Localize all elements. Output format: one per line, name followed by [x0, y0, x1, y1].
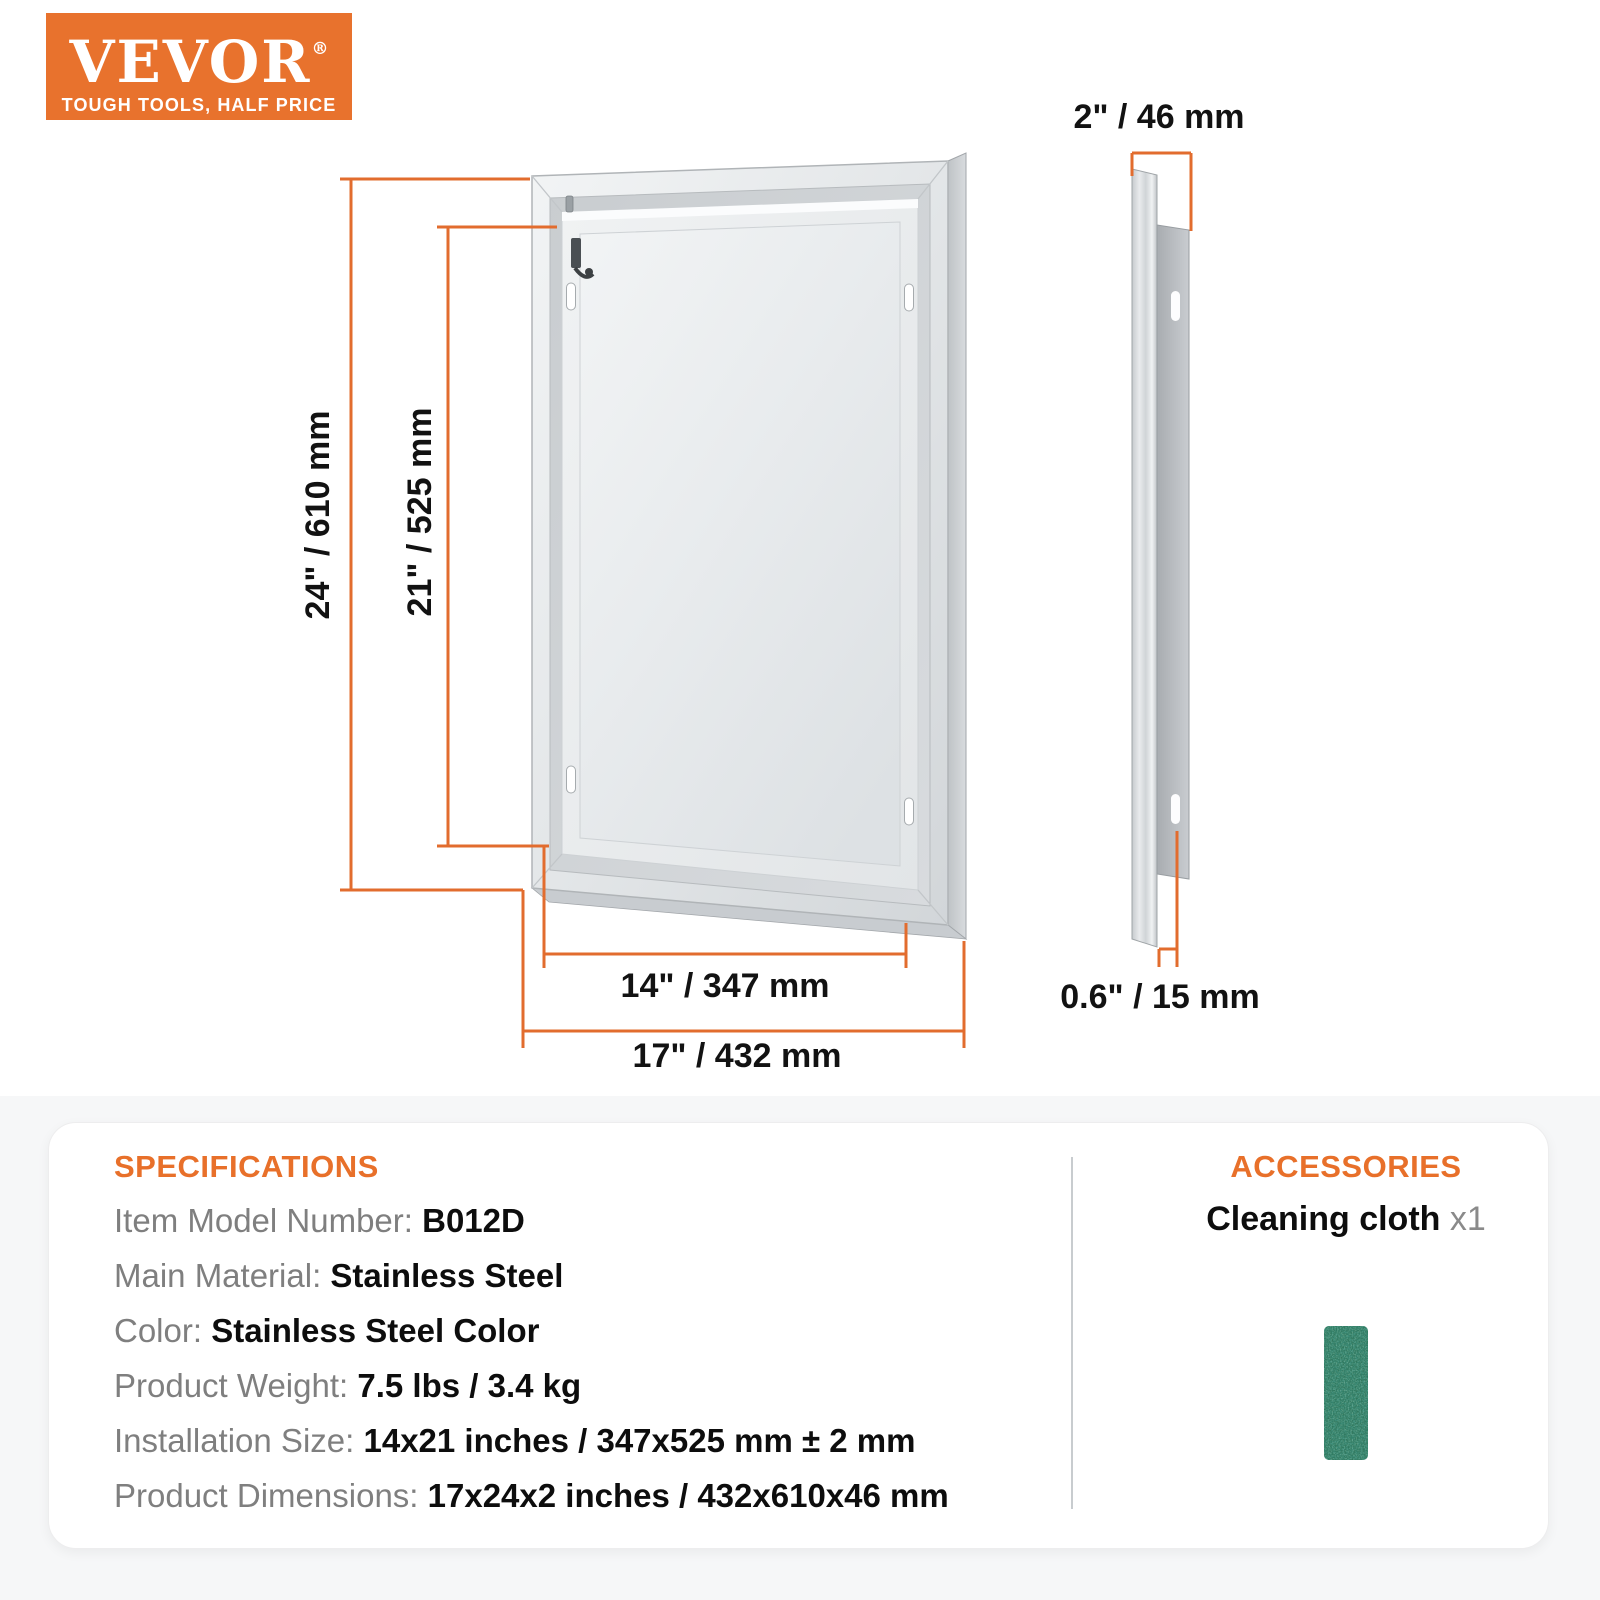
specifications-section: [114, 1147, 1054, 1523]
spec-row-material: [114, 1248, 1054, 1303]
accessories-title: ACCESSORIES: [1230, 1149, 1462, 1184]
spec-row-weight: [114, 1358, 1054, 1413]
brand-name-text: VEVOR: [69, 28, 312, 96]
spec-value: Stainless Steel: [330, 1257, 564, 1294]
spec-value: 7.5 lbs / 3.4 kg: [357, 1367, 582, 1404]
door-panel: [580, 222, 900, 866]
specifications-title: SPECIFICATIONS: [114, 1149, 379, 1184]
brand-tagline: TOUGH TOOLS, HALF PRICE: [61, 95, 337, 115]
accessory-name: Cleaning cloth: [1206, 1200, 1441, 1238]
spec-label: Product Dimensions:: [114, 1477, 419, 1514]
dimension-outer-height: 24" / 610 mm: [299, 410, 337, 620]
door-front-illustration: [532, 153, 966, 939]
accessories-section: [1126, 1147, 1566, 1461]
accessory-item: [1126, 1199, 1566, 1239]
dimension-inner-height: 21" / 525 mm: [401, 407, 439, 617]
door-right-edge-face: [948, 153, 966, 939]
dimension-flange: 0.6" / 15 mm: [1060, 978, 1260, 1016]
specifications-rows: [114, 1193, 1054, 1523]
spec-value: 14x21 inches / 347x525 mm ± 2 mm: [363, 1422, 916, 1459]
spec-label: Main Material:: [114, 1257, 322, 1294]
info-panel: [48, 1122, 1549, 1549]
cleaning-cloth-image: [1323, 1325, 1369, 1461]
dimension-depth: 2" / 46 mm: [1073, 98, 1245, 136]
dimension-outer-width: 17" / 432 mm: [632, 1037, 842, 1075]
spec-label: Color:: [114, 1312, 203, 1349]
spec-value: Stainless Steel Color: [211, 1312, 540, 1349]
spec-row-installation: [114, 1413, 1054, 1468]
section-divider: [1071, 1157, 1073, 1509]
side-flange: [1157, 225, 1189, 879]
accessory-quantity: x1: [1449, 1200, 1486, 1238]
spec-label: Item Model Number:: [114, 1202, 413, 1239]
spec-label: Installation Size:: [114, 1422, 355, 1459]
spec-row-color: [114, 1303, 1054, 1358]
spec-value: B012D: [422, 1202, 525, 1239]
registered-mark: ®: [311, 39, 329, 59]
door-side-illustration: [1132, 169, 1189, 947]
dimension-inner-width: 14" / 347 mm: [620, 967, 830, 1005]
cleaning-pad-texture-light: [1324, 1326, 1368, 1460]
side-front-strip: [1132, 169, 1157, 947]
spec-value: 17x24x2 inches / 432x610x46 mm: [427, 1477, 949, 1514]
info-band: [0, 1096, 1600, 1600]
spec-row-model: [114, 1193, 1054, 1248]
spec-row-dimensions: [114, 1468, 1054, 1523]
spec-label: Product Weight:: [114, 1367, 349, 1404]
